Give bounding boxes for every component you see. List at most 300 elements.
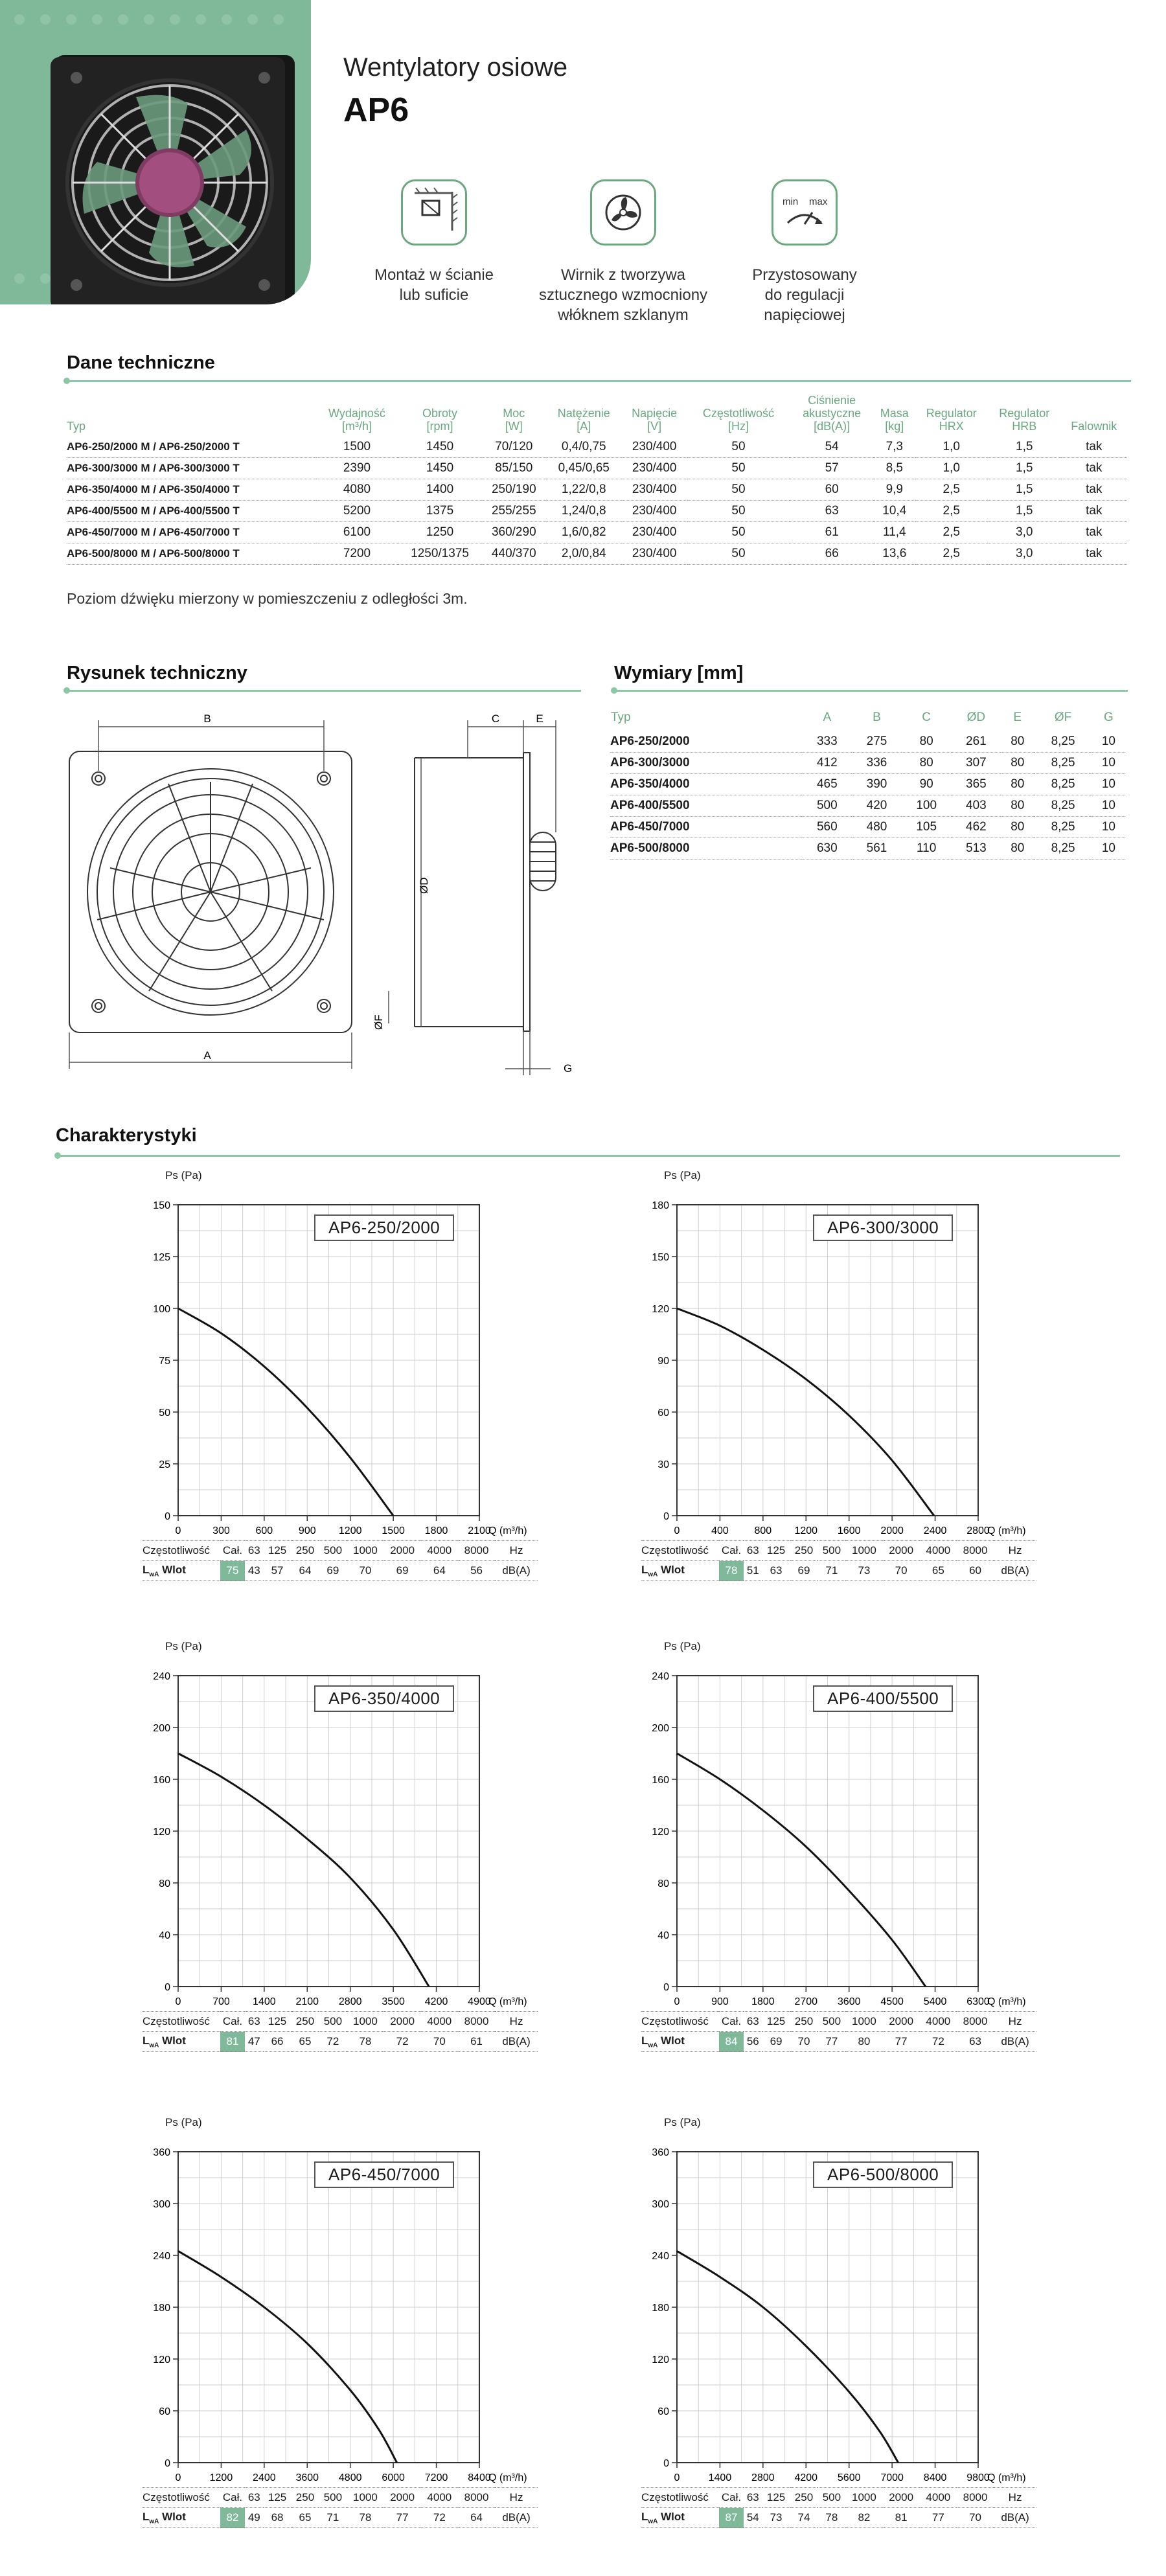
tech-cell: AP6-450/7000 M / AP6-450/7000 T [67,522,316,543]
y-axis-label: Ps (Pa) [664,2116,701,2129]
sound-value: 71 [319,2508,347,2528]
dims-cell: AP6-350/4000 [610,774,802,795]
x-axis-label: Q (m³/h) [488,1996,527,2007]
tech-cell: 1450 [398,437,481,458]
frequency-row [143,2488,538,2508]
tech-cell: 50 [687,501,790,522]
sound-value: 60 [957,1561,994,1581]
page-subtitle: Wentylatory osiowe [343,53,567,82]
dims-cell: 336 [852,753,902,774]
sound-value: 70 [790,2032,818,2052]
sound-value: 61 [458,2032,495,2052]
sound-table [143,2487,538,2528]
y-tick-label: 240 [652,2251,669,2262]
tech-cell: 3,0 [988,522,1061,543]
tech-cell: tak [1061,522,1127,543]
frequency-value: 125 [264,1541,292,1561]
tech-cell: 9,9 [874,479,915,501]
tech-cell: 1250/1375 [398,543,481,565]
tech-table [67,394,1127,565]
frequency-value: 63 [245,2012,264,2032]
sound-value: 47 [245,2032,264,2052]
sound-value: 72 [319,2032,347,2052]
frequency-value: 8000 [957,1541,994,1561]
tech-col-header: Regulator HRB [988,394,1061,437]
tech-cell: 2390 [316,458,398,479]
frequency-value: 2000 [883,2488,920,2508]
y-tick-label: 25 [159,1459,170,1470]
y-tick-label: 150 [153,1200,170,1211]
dims-cell: 275 [852,731,902,753]
max-label: max [809,196,828,207]
dims-cell: 90 [902,774,952,795]
dim-label-f: ØF [372,1014,385,1030]
dims-cell: 80 [1001,753,1034,774]
sound-level-row [641,2508,1036,2528]
tech-cell: 4080 [316,479,398,501]
x-tick-label: 1200 [339,1525,362,1536]
frequency-value: 1000 [845,1541,882,1561]
x-tick-label: 5600 [838,2472,861,2483]
x-tick-label: 700 [212,1996,230,2007]
x-tick-label: 400 [711,1525,729,1536]
tech-cell: 2,0/0,84 [546,543,622,565]
sound-table [641,2487,1036,2528]
sound-value: 51 [744,1561,762,1581]
x-tick-label: 1400 [253,1996,276,2007]
tech-cell: 5200 [316,501,398,522]
x-tick-label: 2000 [880,1525,904,1536]
y-tick-label: 0 [165,2458,170,2469]
dims-cell: 10 [1092,795,1125,817]
frequency-value: 250 [292,2488,319,2508]
tech-cell: 8,5 [874,458,915,479]
sound-value: 72 [421,2508,458,2528]
dims-cell: 513 [952,838,1001,860]
tech-cell: 1,5 [988,458,1061,479]
total-label: Cał. [719,2012,744,2032]
tech-cell: 1250 [398,522,481,543]
x-axis-label: Q (m³/h) [488,1525,527,1536]
frequency-row [641,2012,1036,2032]
tech-cell: 70/120 [482,437,546,458]
tech-cell: 2,5 [915,479,989,501]
frequency-label: Częstotliwość [641,2488,719,2508]
sound-value: 69 [384,1561,421,1581]
speed-regulator-icon [772,179,838,245]
y-tick-label: 0 [165,1982,170,1993]
y-tick-label: 120 [652,2354,669,2365]
tech-cell: 2,5 [915,501,989,522]
dims-col-header: Typ [610,710,802,731]
tech-divider [67,380,1131,382]
inlet-label: Wlot [657,1564,685,1576]
frequency-value: 500 [817,2488,845,2508]
y-tick-label: 120 [153,1827,170,1838]
sound-value: 77 [817,2032,845,2052]
y-tick-label: 60 [657,2406,669,2417]
x-tick-label: 1200 [210,2472,233,2483]
dims-col-header: B [852,710,902,731]
frequency-value: 4000 [920,2012,957,2032]
x-tick-label: 7000 [880,2472,904,2483]
sound-level-row [143,1561,538,1581]
dims-cell: AP6-500/8000 [610,838,802,860]
dims-cell: 105 [902,817,952,838]
sound-value: 69 [762,2032,790,2052]
sound-level-label [641,2032,719,2052]
dims-cell: AP6-450/7000 [610,817,802,838]
y-tick-label: 0 [165,1511,170,1522]
dims-col-header: E [1001,710,1034,731]
x-axis-label: Q (m³/h) [987,1525,1026,1536]
x-tick-label: 4200 [425,1996,448,2007]
sound-table [143,2011,538,2052]
hz-unit: Hz [495,1541,538,1561]
y-tick-label: 200 [153,1723,170,1734]
dims-cell: 80 [1001,795,1034,817]
frequency-label: Częstotliwość [143,2488,220,2508]
tech-cell: 13,6 [874,543,915,565]
y-tick-label: 180 [652,2303,669,2314]
frequency-value: 4000 [920,1541,957,1561]
y-tick-label: 0 [663,1511,669,1522]
y-tick-label: 160 [153,1775,170,1786]
tech-cell: 1,0 [915,458,989,479]
tech-cell: 440/370 [482,543,546,565]
x-tick-label: 800 [755,1525,772,1536]
sound-value: 80 [845,2032,882,2052]
frequency-value: 500 [817,2012,845,2032]
y-tick-label: 360 [153,2147,170,2158]
hz-unit: Hz [994,1541,1036,1561]
dims-cell: 333 [802,731,852,753]
y-tick-label: 120 [652,1304,669,1315]
frequency-value: 4000 [421,2488,458,2508]
tech-cell: 1,5 [988,479,1061,501]
dims-col-header: C [902,710,952,731]
frequency-row [641,2488,1036,2508]
sound-value: 73 [845,1561,882,1581]
frequency-value: 125 [264,2012,292,2032]
x-tick-label: 6000 [382,2472,405,2483]
tech-col-header: Obroty [rpm] [398,394,481,437]
dims-row [610,838,1125,860]
frequency-value: 8000 [458,1541,495,1561]
frequency-value: 125 [762,2488,790,2508]
dims-cell: 465 [802,774,852,795]
frequency-value: 1000 [845,2488,882,2508]
model-label: AP6-500/8000 [813,2161,953,2188]
x-tick-label: 1500 [382,1525,405,1536]
frequency-row [641,1541,1036,1561]
y-tick-label: 0 [663,2458,669,2469]
x-tick-label: 2700 [794,1996,817,2007]
y-axis-label: Ps (Pa) [664,1640,701,1653]
chart-5 [149,2116,615,2576]
sound-value: 77 [920,2508,957,2528]
feature-wall-mount [343,179,525,305]
sound-value: 69 [790,1561,818,1581]
x-tick-label: 4800 [339,2472,362,2483]
wall-ceiling-mount-icon [401,179,467,245]
drawing-section-title: Rysunek techniczny [67,663,247,684]
dims-row [610,774,1125,795]
dims-cell: 307 [952,753,1001,774]
tech-col-header: Natężenie [A] [546,394,622,437]
tech-col-header: Typ [67,394,316,437]
total-label: Cał. [719,1541,744,1561]
sound-value: 78 [347,2032,383,2052]
frequency-value: 2000 [883,2012,920,2032]
sound-value: 63 [762,1561,790,1581]
sound-value: 69 [319,1561,347,1581]
y-axis-label: Ps (Pa) [664,1169,701,1182]
model-label: AP6-350/4000 [314,1685,454,1712]
sound-value: 73 [762,2508,790,2528]
series-line [677,1753,926,1987]
total-sound-value: 75 [220,1561,245,1581]
sound-value: 63 [957,2032,994,2052]
frequency-value: 2000 [384,2012,421,2032]
x-tick-label: 0 [674,2472,680,2483]
series-line [178,2251,397,2463]
x-axis-label: Q (m³/h) [987,2472,1026,2483]
dims-cell: 80 [1001,838,1034,860]
frequency-value: 125 [762,1541,790,1561]
lwa-symbol: L [641,2035,648,2047]
tech-cell: AP6-500/8000 M / AP6-500/8000 T [67,543,316,565]
tech-cell: 1400 [398,479,481,501]
sound-level-row [641,1561,1036,1581]
sound-note: Poziom dźwięku mierzony w pomieszczeniu z odległości 3m. [67,590,468,608]
frequency-value: 63 [744,2012,762,2032]
dims-col-header: G [1092,710,1125,731]
dims-cell: 630 [802,838,852,860]
y-tick-label: 100 [153,1304,170,1315]
x-tick-label: 7200 [425,2472,448,2483]
y-tick-label: 200 [652,1723,669,1734]
tech-cell: 1,6/0,82 [546,522,622,543]
sound-value: 72 [384,2032,421,2052]
frequency-value: 250 [790,2488,818,2508]
frequency-value: 1000 [347,1541,383,1561]
frequency-value: 4000 [920,2488,957,2508]
x-tick-label: 1800 [751,1996,775,2007]
frequency-row [143,2012,538,2032]
x-tick-label: 2800 [339,1996,362,2007]
frequency-value: 250 [790,1541,818,1561]
sound-value: 78 [347,2508,383,2528]
tech-cell: 7,3 [874,437,915,458]
sound-value: 65 [292,2032,319,2052]
frequency-label: Częstotliwość [641,2012,719,2032]
x-tick-label: 3600 [295,2472,319,2483]
dims-cell: 10 [1092,817,1125,838]
tech-cell: 1,0 [915,437,989,458]
x-tick-label: 4500 [880,1996,904,2007]
frequency-value: 1000 [347,2488,383,2508]
dims-cell: 10 [1092,731,1125,753]
x-tick-label: 2800 [966,1525,990,1536]
lwa-symbol: L [641,1564,648,1576]
series-line [178,1753,429,1987]
tech-cell: 1500 [316,437,398,458]
sound-value: 72 [920,2032,957,2052]
tech-cell: tak [1061,437,1127,458]
dba-unit: dB(A) [994,1561,1036,1581]
sound-level-row [143,2508,538,2528]
x-axis-label: Q (m³/h) [488,2472,527,2483]
tech-cell: tak [1061,458,1127,479]
tech-cell: 230/400 [622,458,687,479]
frequency-value: 4000 [421,2012,458,2032]
lwa-symbol: L [143,1564,149,1576]
tech-cell: 1450 [398,458,481,479]
dims-cell: 80 [902,753,952,774]
dim-label-c: C [492,712,499,725]
dim-label-a: A [203,1049,211,1062]
model-label: AP6-400/5500 [813,1685,953,1712]
sound-value: 43 [245,1561,264,1581]
x-tick-label: 2400 [924,1525,947,1536]
tech-row [67,458,1127,479]
dba-unit: dB(A) [495,2032,538,2052]
x-tick-label: 900 [711,1996,729,2007]
tech-cell: 250/190 [482,479,546,501]
sound-value: 56 [458,1561,495,1581]
total-label: Cał. [719,2488,744,2508]
x-tick-label: 8400 [468,2472,491,2483]
tech-col-header: Regulator HRX [915,394,989,437]
dims-cell: 8,25 [1034,795,1092,817]
sound-value: 49 [245,2508,264,2528]
tech-cell: 63 [790,501,874,522]
tech-cell: 255/255 [482,501,546,522]
tech-row [67,522,1127,543]
dims-cell: 100 [902,795,952,817]
total-label: Cał. [220,1541,245,1561]
model-label: AP6-250/2000 [314,1214,454,1241]
inlet-label: Wlot [657,2035,685,2047]
dims-cell: 390 [852,774,902,795]
y-tick-label: 60 [657,1408,669,1419]
frequency-value: 250 [790,2012,818,2032]
x-tick-label: 0 [674,1996,680,2007]
dims-cell: 80 [1001,731,1034,753]
frequency-value: 8000 [458,2488,495,2508]
drawing-divider [67,690,581,692]
dims-cell: AP6-250/2000 [610,731,802,753]
x-tick-label: 1800 [425,1525,448,1536]
tech-col-header: Częstotliwość [Hz] [687,394,790,437]
y-tick-label: 40 [159,1930,170,1941]
dba-unit: dB(A) [495,2508,538,2528]
chart-2 [648,1169,1114,1629]
tech-cell: 50 [687,437,790,458]
sound-table [641,1540,1036,1581]
dims-row [610,731,1125,753]
y-tick-label: 90 [657,1356,669,1367]
sound-value: 65 [920,1561,957,1581]
tech-cell: 360/290 [482,522,546,543]
dims-cell: 560 [802,817,852,838]
dims-row [610,753,1125,774]
frequency-value: 1000 [347,2012,383,2032]
header-green-panel [0,0,311,304]
x-tick-label: 8400 [924,2472,947,2483]
frequency-label: Częstotliwość [143,2012,220,2032]
x-tick-label: 2100 [468,1525,491,1536]
tech-cell: tak [1061,501,1127,522]
tech-cell: 0,4/0,75 [546,437,622,458]
dims-cell: 8,25 [1034,774,1092,795]
tech-col-header: Falownik [1061,394,1127,437]
sound-value: 68 [264,2508,292,2528]
total-sound-value: 82 [220,2508,245,2528]
inlet-label: Wlot [159,2511,186,2523]
dims-cell: 480 [852,817,902,838]
sound-value: 66 [264,2032,292,2052]
total-label: Cał. [220,2488,245,2508]
charts-section-title: Charakterystyki [56,1125,197,1146]
sound-level-row [641,2032,1036,2052]
x-tick-label: 4200 [794,2472,817,2483]
sound-level-label [143,2032,220,2052]
total-label: Cał. [220,2012,245,2032]
y-tick-label: 240 [652,1671,669,1682]
dims-col-header: ØD [952,710,1001,731]
chart-3 [149,1640,615,2100]
tech-cell: 50 [687,522,790,543]
sound-value: 71 [817,1561,845,1581]
y-axis-label: Ps (Pa) [165,1640,202,1653]
y-tick-label: 240 [153,2251,170,2262]
sound-level-label [641,1561,719,1581]
tech-cell: 1375 [398,501,481,522]
frequency-value: 2000 [384,1541,421,1561]
sound-value: 70 [421,2032,458,2052]
y-axis-label: Ps (Pa) [165,1169,202,1182]
sound-value: 77 [384,2508,421,2528]
feature-regulation-text: Przystosowany do regulacji napięciowej [714,265,895,325]
sound-value: 81 [883,2508,920,2528]
tech-cell: tak [1061,479,1127,501]
frequency-value: 2000 [883,1541,920,1561]
y-tick-label: 180 [153,2303,170,2314]
tech-col-header: Ciśnienie akustyczne [dB(A)] [790,394,874,437]
hz-unit: Hz [495,2488,538,2508]
tech-cell: 230/400 [622,479,687,501]
tech-cell: 2,5 [915,543,989,565]
tech-cell: tak [1061,543,1127,565]
tech-col-header: Napięcie [V] [622,394,687,437]
dims-cell: 365 [952,774,1001,795]
feature-regulation [714,179,895,325]
x-tick-label: 9800 [966,2472,990,2483]
dims-cell: 500 [802,795,852,817]
hz-unit: Hz [994,2012,1036,2032]
tech-cell: AP6-350/4000 M / AP6-350/4000 T [67,479,316,501]
sound-value: 64 [292,1561,319,1581]
tech-cell: 6100 [316,522,398,543]
dims-cell: 10 [1092,838,1125,860]
frequency-label: Częstotliwość [143,1541,220,1561]
tech-col-header: Wydajność [m³/h] [316,394,398,437]
frequency-value: 2000 [384,2488,421,2508]
tech-cell: 2,5 [915,522,989,543]
lwa-symbol: L [641,2511,648,2523]
